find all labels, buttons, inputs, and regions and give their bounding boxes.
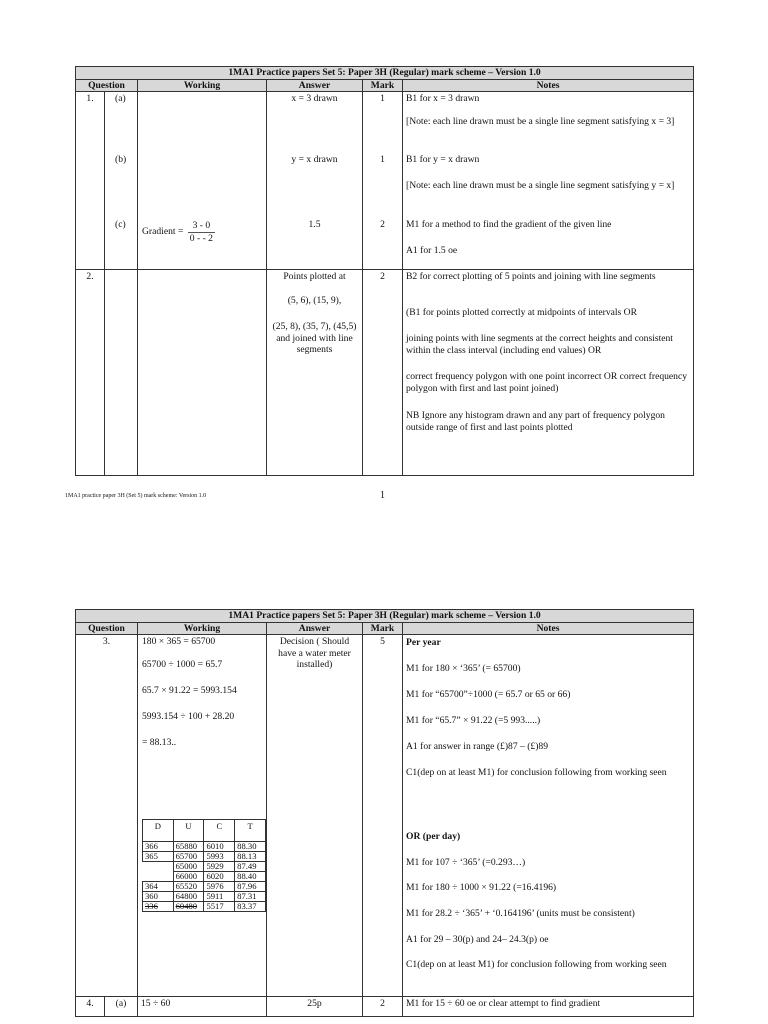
- note-text: M1 for 107 ÷ ‘365’ (=0.293…): [406, 857, 526, 868]
- calc-cell: 65000: [173, 862, 204, 872]
- working-cell: [138, 635, 267, 997]
- note-text: B2 for correct plotting of 5 points and joining with line segments: [406, 271, 656, 282]
- header-notes: Notes: [403, 79, 694, 92]
- calc-cell-struck: 336: [143, 902, 174, 912]
- header-answer: Answer: [267, 79, 363, 92]
- note-text: A1 for 29 – 30(p) and 24– 24.3(p) oe: [406, 934, 549, 945]
- note-text: B1 for y = x drawn: [406, 154, 480, 165]
- note-text: C1(dep on at least M1) for conclusion following from working seen: [406, 959, 667, 970]
- table-row-q4: [76, 997, 694, 1017]
- calc-header: T: [235, 820, 266, 842]
- calc-cell: 64800: [173, 892, 204, 902]
- calc-cell: 65700: [173, 852, 204, 862]
- part-label: (a): [115, 93, 126, 104]
- calc-cell: 87.31: [235, 892, 266, 902]
- table-title: 1MA1 Practice papers Set 5: Paper 3H (Regular) mark scheme – Version 1.0: [76, 610, 694, 623]
- calc-cell: 6020: [204, 872, 235, 882]
- header-answer: Answer: [267, 622, 363, 635]
- working-line: 65.7 × 91.22 = 5993.154: [142, 685, 237, 696]
- mark-value: 5: [363, 635, 403, 997]
- calc-cell: 88.30: [235, 842, 266, 852]
- calc-cell: 66000: [173, 872, 204, 882]
- header-notes: Notes: [403, 622, 694, 635]
- answer-text: 25p: [267, 997, 363, 1017]
- gradient-label: Gradient =: [142, 226, 184, 238]
- fraction-denominator: 0 - - 2: [189, 232, 213, 244]
- answer-text: (25, 8), (35, 7), (45,5) and joined with line segments: [272, 321, 357, 355]
- calc-cell-struck: 60480: [173, 902, 204, 912]
- working-line: 5993.154 ÷ 100 + 28.20: [142, 711, 235, 722]
- calc-table: [142, 819, 266, 912]
- calc-cell: 364: [143, 882, 174, 892]
- calc-cell: 87.96: [235, 882, 266, 892]
- calc-cell: 87.49: [235, 862, 266, 872]
- calc-cell: 6010: [204, 842, 235, 852]
- note-text: M1 for “65.7” × 91.22 (=5 993.....): [406, 715, 541, 726]
- calc-header: U: [173, 820, 204, 842]
- answer-text: Decision ( Should have a water meter installed): [267, 635, 363, 997]
- calc-cell: 65880: [173, 842, 204, 852]
- mark-scheme-table-2: [75, 609, 694, 1017]
- calc-cell: 365: [143, 852, 174, 862]
- note-text: M1 for 180 × ‘365’ (= 65700): [406, 663, 521, 674]
- header-question: Question: [76, 622, 138, 635]
- working-line: 180 × 365 = 65700: [142, 636, 216, 647]
- mark-value: 2: [363, 997, 403, 1017]
- note-text: C1(dep on at least M1) for conclusion following from working seen: [406, 767, 667, 778]
- note-text: M1 for 180 ÷ 1000 × 91.22 (=16.4196): [406, 882, 557, 893]
- mark-value: 2: [363, 270, 403, 476]
- question-number: 4.: [76, 997, 105, 1017]
- calc-row: [143, 842, 266, 852]
- note-text: (B1 for points plotted correctly at midpoints of intervals OR: [406, 307, 638, 318]
- mark-value: 1: [380, 154, 385, 165]
- note-text: correct frequency polygon with one point incorrect OR correct frequency polygon with first and last point joined): [406, 371, 688, 394]
- working-line: 15 ÷ 60: [138, 997, 267, 1017]
- answer-text: Points plotted at: [283, 271, 346, 282]
- calc-cell: 65520: [173, 882, 204, 892]
- working-line: 65700 ÷ 1000 = 65.7: [142, 659, 223, 670]
- calc-row: [143, 882, 266, 892]
- note-text: joining points with line segments at the correct heights and consistent within the class interval (including end values) OR: [406, 333, 673, 356]
- question-number: 3.: [76, 635, 138, 997]
- note-text: NB Ignore any histogram drawn and any part of frequency polygon outside range of first and last points plotted: [406, 410, 665, 433]
- calc-header: C: [204, 820, 235, 842]
- calc-cell: 366: [143, 842, 174, 852]
- mark-value: 1: [380, 93, 385, 104]
- calc-row: [143, 892, 266, 902]
- page-number: 1: [380, 490, 385, 501]
- mark-value: 2: [380, 219, 385, 230]
- calc-cell: [143, 872, 174, 882]
- calc-cell: 88.13: [235, 852, 266, 862]
- note-text: M1 for 15 ÷ 60 oe or clear attempt to find gradient: [403, 997, 694, 1017]
- note-text: M1 for 28.2 ÷ ‘365’ + ‘0.164196’ (units must be consistent): [406, 908, 635, 919]
- answer-text: y = x drawn: [291, 154, 338, 165]
- footer-text: 1MA1 practice paper 3H (Set 5) mark scheme: Version 1.0: [65, 493, 207, 499]
- header-mark: Mark: [363, 622, 403, 635]
- answer-text: (5, 6), (15, 9),: [287, 295, 342, 306]
- table-title: 1MA1 Practice papers Set 5: Paper 3H (Regular) mark scheme – Version 1.0: [76, 67, 694, 80]
- calc-cell: 5517: [204, 902, 235, 912]
- note-text: [Note: each line drawn must be a single line segment satisfying y = x]: [406, 180, 675, 191]
- answer-text: 1.5: [308, 219, 321, 230]
- calc-cell: 5929: [204, 862, 235, 872]
- note-heading: OR (per day): [406, 831, 461, 842]
- question-number: 2.: [76, 270, 105, 476]
- question-number: 1.: [76, 92, 105, 270]
- note-heading: Per year: [406, 637, 441, 648]
- note-text: A1 for 1.5 oe: [406, 245, 458, 256]
- note-text: M1 for “65700”÷1000 (= 65.7 or 65 or 66): [406, 689, 571, 700]
- note-text: B1 for x = 3 drawn: [406, 93, 480, 104]
- fraction-numerator: 3 - 0: [188, 220, 215, 233]
- header-question: Question: [76, 79, 138, 92]
- note-text: [Note: each line drawn must be a single line segment satisfying x = 3]: [406, 116, 675, 127]
- note-text: M1 for a method to find the gradient of the given line: [406, 219, 612, 230]
- header-working: Working: [138, 79, 267, 92]
- calc-cell: 5976: [204, 882, 235, 892]
- calc-cell: 5911: [204, 892, 235, 902]
- calc-cell: 83.37: [235, 902, 266, 912]
- calc-header: D: [143, 820, 174, 842]
- working-line: = 88.13..: [142, 737, 177, 748]
- part-label: (c): [115, 219, 126, 230]
- part-label: (b): [115, 154, 127, 165]
- table-row-q3: [76, 635, 694, 997]
- header-mark: Mark: [363, 79, 403, 92]
- calc-row: [143, 852, 266, 862]
- calc-cell: 5993: [204, 852, 235, 862]
- notes-cell: [403, 635, 694, 997]
- answer-text: x = 3 drawn: [291, 93, 338, 104]
- calc-cell: [143, 862, 174, 872]
- calc-row: [143, 872, 266, 882]
- part-label: (a): [105, 997, 138, 1017]
- calc-cell: 360: [143, 892, 174, 902]
- calc-row: [143, 902, 266, 912]
- note-text: A1 for answer in range (£)87 – (£)89: [406, 741, 548, 752]
- calc-row: [143, 862, 266, 872]
- header-working: Working: [138, 622, 267, 635]
- calc-cell: 88.40: [235, 872, 266, 882]
